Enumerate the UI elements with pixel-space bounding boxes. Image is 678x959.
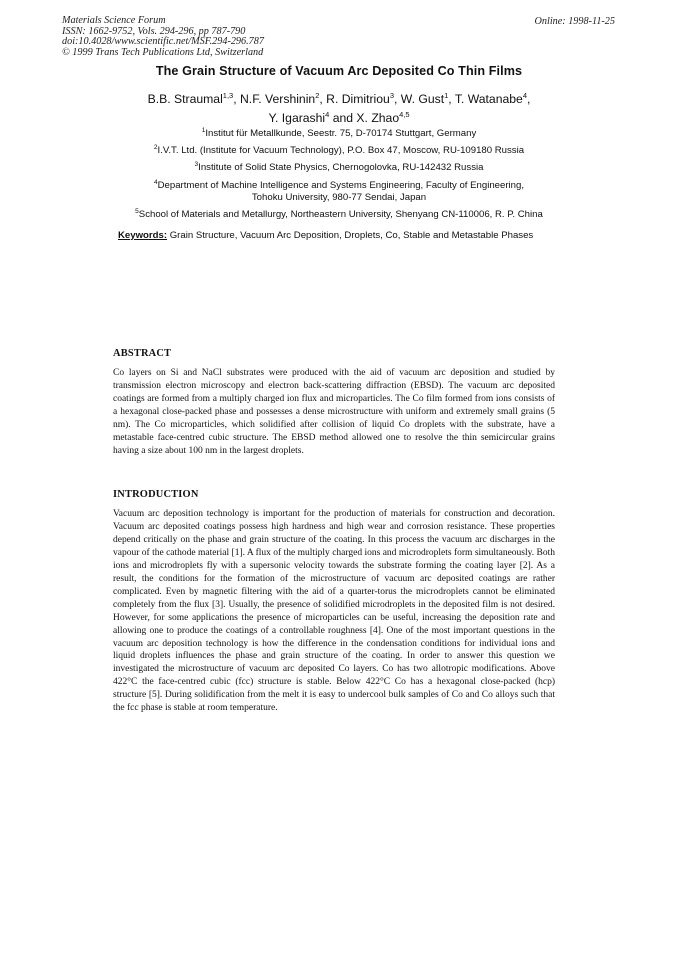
author-name: T. Watanabe <box>454 92 523 107</box>
introduction-body: Vacuum arc deposition technology is important for the production of materials for construction and decoration. Vacuum arc deposited coatings possess high hardness and high wear and corrosion resistance. These properties depend critically on the phase and grain structure of the coating. In this process the vacuum arc discharges in the vapour of the cathode material [1]. A flux of the multiply charged ions and microdroplets form simultaneously. Both ions and microdroplets fly with a supersonic velocity towards the substrate forming the coating layer [2]. As a result, the conditions for the formation of the microstructure of vacuum arc deposited coatings are rather complicated. Even by magnetic filtering with the aid of a quarter-torus the microdroplets cannot be eliminated completely from the flux [3]. Usually, the presence of solidified microdroplets in the deposited film is not desired. However, for some applications the presence of microparticles can be useful, increasing the deposition rate and allowing one to produce the coatings of a controllable roughness [4]. One of the most important questions in the vacuum arc deposition technology is how the difference in the condensation conditions for individual ions and liquid droplets influences the phase and grain structure of the coating. In order to answer this question we investigated the microstructure of vacuum arc deposited Co layers. Co has two allotropic modifications. Above 422°C the face-centred cubic (fcc) structure is stable. Below 422°C Co has a hexagonal close-packed (hcp) structure [5]. During solidification from the melt it is easy to undercool bulk samples of Co and Co alloys such that the fcc phase is stable at room temperature. <box>113 509 555 714</box>
affiliation-text: Institute of Solid State Physics, Chernogolovka, RU-142432 Russia <box>198 162 484 174</box>
author-affiliation-mark: 1,3 <box>222 91 234 100</box>
journal-name: Materials Science Forum <box>62 15 166 26</box>
affiliation-text: School of Materials and Metallurgy, Northeastern University, Shenyang CN-110006, R. P. China <box>138 209 543 221</box>
author-affiliation-mark: 4 <box>522 91 527 100</box>
paper-title: The Grain Structure of Vacuum Arc Deposited Co Thin Films <box>155 64 523 78</box>
affiliation-number: 3 <box>194 161 199 168</box>
introduction-heading: INTRODUCTION <box>113 489 199 500</box>
affiliation-text-line2: Tohoku University, 980-77 Sendai, Japan <box>251 191 427 203</box>
affiliation-number: 4 <box>154 179 158 186</box>
affiliation-text: Department of Machine Intelligence and Systems Engineering, Faculty of Engineering, <box>157 180 524 192</box>
affiliation-1 <box>60 125 618 140</box>
author-name: Y. Igarashi <box>268 111 326 126</box>
affiliation-2 <box>60 142 618 157</box>
keywords-text: Grain Structure, Vacuum Arc Deposition, Droplets, Co, Stable and Metastable Phases <box>169 230 534 241</box>
author-list: B.B. Straumal$^{1,3}$, N.F. Vershinin$^2$, R. Dimitriou$^3$, W. Gust$^1$, T. Watanabe$^4$, Y. Igarashi$^4$ and X. Zhao$^{4,5}$ <box>147 91 531 126</box>
author-affiliation-mark: 2 <box>315 91 320 100</box>
author-name: B.B. Straumal <box>147 92 223 107</box>
affiliation-number: 1 <box>201 127 206 134</box>
affiliation-4 <box>60 177 618 203</box>
issn-line: ISSN: 1662-9752, Vols. 294-296, pp 787-790 <box>62 25 246 37</box>
author-name: N.F. Vershinin <box>240 92 316 107</box>
copyright-line: © 1999 Trans Tech Publications Ltd, Switzerland <box>62 46 264 58</box>
affiliation-text: I.V.T. Ltd. (Institute for Vacuum Technology), P.O. Box 47, Moscow, RU-109180 Russia <box>157 145 525 157</box>
author-affiliation-mark: 4 <box>325 110 330 120</box>
doi-line: doi:10.4028/www.scientific.net/MSF.294-296.787 <box>62 36 264 48</box>
journal-header <box>62 16 264 58</box>
author-name: W. Gust <box>400 92 445 107</box>
online-date: Online: 1998-11-25 <box>534 16 615 27</box>
keywords-label: Keywords: <box>118 230 168 241</box>
author-name: X. Zhao <box>356 111 400 126</box>
affiliation-text: Institut für Metallkunde, Seestr. 75, D-70174 Stuttgart, Germany <box>205 128 477 140</box>
keywords <box>118 230 568 241</box>
affiliation-number: 2 <box>153 144 158 151</box>
affiliation-3 <box>60 159 618 174</box>
abstract-heading: ABSTRACT <box>113 348 172 359</box>
abstract-body: Co layers on Si and NaCl substrates were produced with the aid of vacuum arc deposition and studied by transmission electron microscopy and electron back-scattering diffraction (EBSD). The vacuum arc deposited coatings are formed from a multiply charged ion flux and microparticles. The Co film formed from ions consists of a hexagonal close-packed phase and possesses a dense microstructure with uniform and extremely small grains (5 nm). The Co microparticles, which solidified after collision of liquid Co droplets with the substrate, have a metastable face-centred cubic structure. The EBSD method allowed one to resolve the thin semicircular grains having a size about 100 nm in the largest droplets. <box>113 368 555 456</box>
affiliation-5 <box>60 206 618 221</box>
author-affiliation-mark: 3 <box>389 91 394 100</box>
affiliation-number: 5 <box>135 208 139 215</box>
author-affiliation-mark: 4,5 <box>399 110 410 120</box>
author-name: R. Dimitriou <box>326 92 390 107</box>
author-affiliation-mark: 1 <box>444 91 449 100</box>
